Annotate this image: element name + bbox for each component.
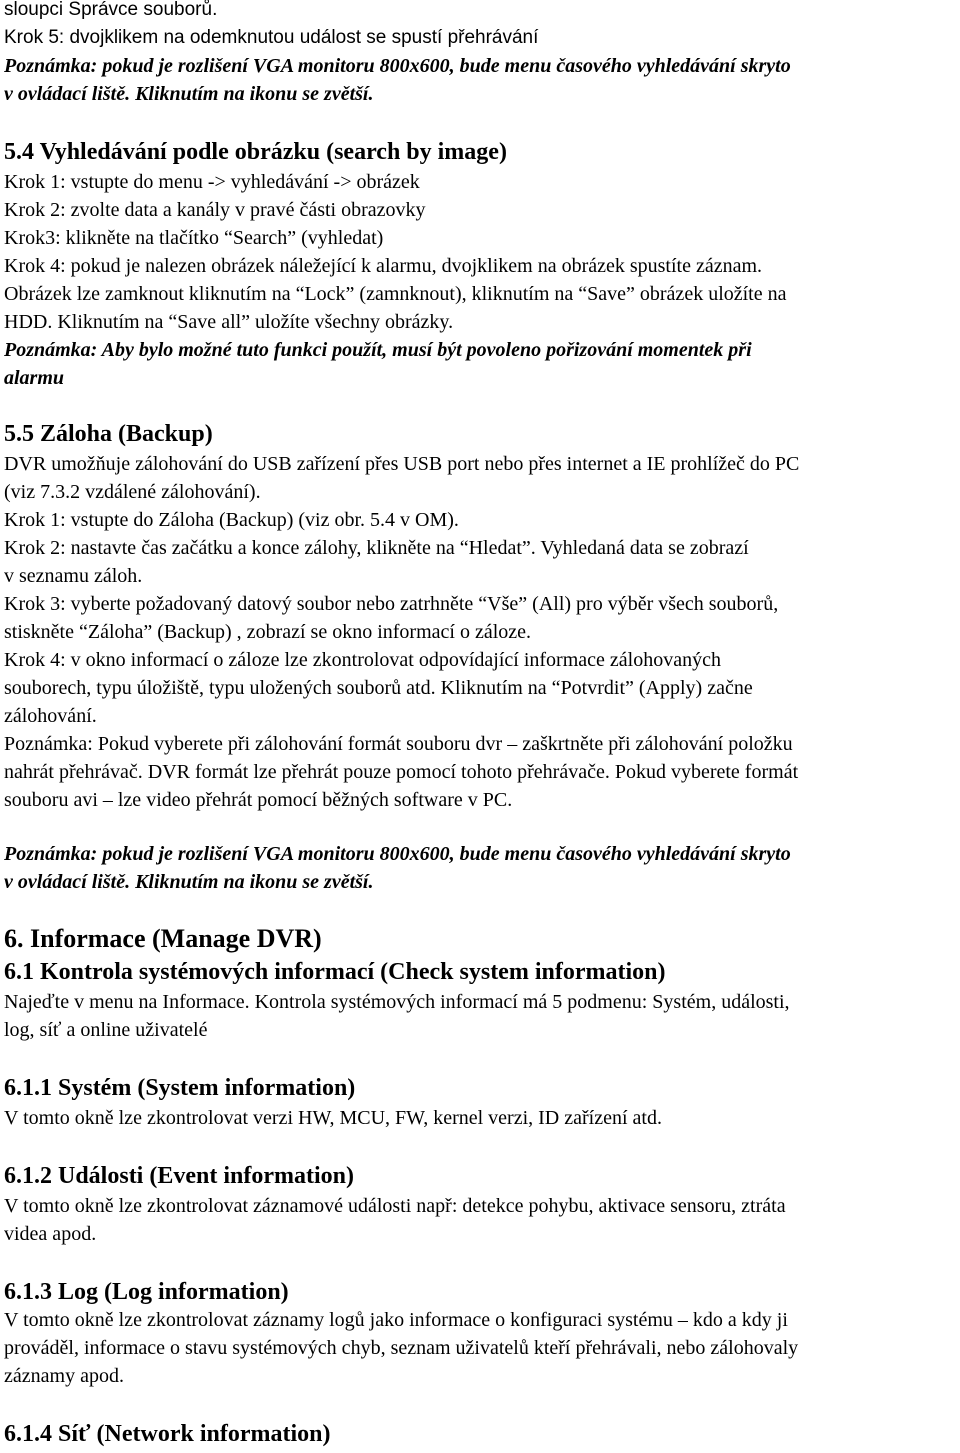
text-line: DVR umožňuje zálohování do USB zařízení přes USB port nebo přes internet a IE prohlížeč do PC — [4, 453, 800, 475]
text-line: Krok 4: pokud je nalezen obrázek náležející k alarmu, dvojklikem na obrázek spustíte záznam. — [4, 255, 763, 277]
subsection-heading: 6.1.1 Systém (System information) — [4, 1075, 356, 1101]
text-line: Krok 4: v okno informací o záloze lze zkontrolovat odpovídající informace zálohovaných — [4, 649, 721, 671]
note-line: Poznámka: pokud je rozlišení VGA monitoru 800x600, bude menu časového vyhledávání skryto — [4, 843, 791, 865]
text-line: Krok 1: vstupte do menu -> vyhledávání -> obrázek — [4, 171, 420, 193]
note-line: v ovládací liště. Kliknutím na ikonu se zvětší. — [4, 83, 374, 105]
text-line: zálohování. — [4, 705, 97, 727]
text-line: v seznamu záloh. — [4, 565, 143, 587]
text-line: souborech, typu úložiště, typu uložených souborů atd. Kliknutím na “Potvrdit” (Apply) začne — [4, 677, 753, 699]
text-line: sloupci Správce souborů. — [4, 0, 218, 20]
text-line: Krok 5: dvojklikem na odemknutou událost se spustí přehrávání — [4, 27, 539, 48]
text-line: souboru avi – lze video přehrát pomocí běžných software v PC. — [4, 789, 513, 811]
section-heading: 6.1 Kontrola systémových informací (Check system information) — [4, 959, 666, 985]
text-line: nahrát přehrávač. DVR formát lze přehrát pouze pomocí tohoto přehrávače. Pokud vyberete formát — [4, 761, 799, 783]
text-line: záznamy apod. — [4, 1365, 124, 1387]
note-line: Poznámka: Aby bylo možné tuto funkci použít, musí být povoleno pořizování momentek při — [4, 339, 752, 361]
text-line: stiskněte “Záloha” (Backup) , zobrazí se okno informací o záloze. — [4, 621, 532, 643]
subsection-heading: 6.1.4 Síť (Network information) — [4, 1421, 331, 1447]
text-line: Poznámka: Pokud vyberete při zálohování formát souboru dvr – zaškrtněte při zálohování položku — [4, 733, 793, 755]
note-line: v ovládací liště. Kliknutím na ikonu se zvětší. — [4, 871, 374, 893]
subsection-heading: 6.1.3 Log (Log information) — [4, 1279, 289, 1305]
text-line: prováděl, informace o stavu systémových chyb, seznam uživatelů kteří přehrávali, nebo zálohovaly — [4, 1337, 799, 1359]
text-line: Krok 3: vyberte požadovaný datový soubor nebo zatrhněte “Vše” (All) pro výběr všech souborů, — [4, 593, 779, 615]
text-line: V tomto okně lze zkontrolovat záznamy logů jako informace o konfiguraci systému – kdo a kdy ji — [4, 1309, 788, 1331]
text-line: Krok 2: nastavte čas začátku a konce zálohy, klikněte na “Hledat”. Vyhledaná data se zobrazí — [4, 537, 749, 559]
text-line: V tomto okně lze zkontrolovat záznamové události např: detekce pohybu, aktivace sensoru, ztráta — [4, 1195, 786, 1217]
text-line: Najeďte v menu na Informace. Kontrola systémových informací má 5 podmenu: Systém, události, — [4, 991, 790, 1013]
text-line: (viz 7.3.2 vzdálené zálohování). — [4, 481, 261, 503]
text-line: Krok 1: vstupte do Záloha (Backup) (viz obr. 5.4 v OM). — [4, 509, 459, 531]
text-line: V tomto okně lze zkontrolovat verzi HW, MCU, FW, kernel verzi, ID zařízení atd. — [4, 1107, 662, 1129]
subsection-heading: 6.1.2 Události (Event information) — [4, 1163, 354, 1189]
section-heading: 5.5 Záloha (Backup) — [4, 421, 213, 447]
note-line: Poznámka: pokud je rozlišení VGA monitoru 800x600, bude menu časového vyhledávání skryto — [4, 55, 791, 77]
text-line: Krok 2: zvolte data a kanály v pravé části obrazovky — [4, 199, 426, 221]
text-line: log, síť a online uživatelé — [4, 1019, 208, 1041]
text-line: HDD. Kliknutím na “Save all” uložíte všechny obrázky. — [4, 311, 454, 333]
text-line: Krok3: klikněte na tlačítko “Search” (vyhledat) — [4, 227, 384, 249]
note-line: alarmu — [4, 367, 65, 389]
text-line: Obrázek lze zamknout kliknutím na “Lock” (zamnknout), kliknutím na “Save” obrázek uložíte na — [4, 283, 787, 305]
text-line: videa apod. — [4, 1223, 97, 1245]
section-heading: 5.4 Vyhledávání podle obrázku (search by image) — [4, 139, 507, 165]
chapter-heading: 6. Informace (Manage DVR) — [4, 924, 322, 953]
